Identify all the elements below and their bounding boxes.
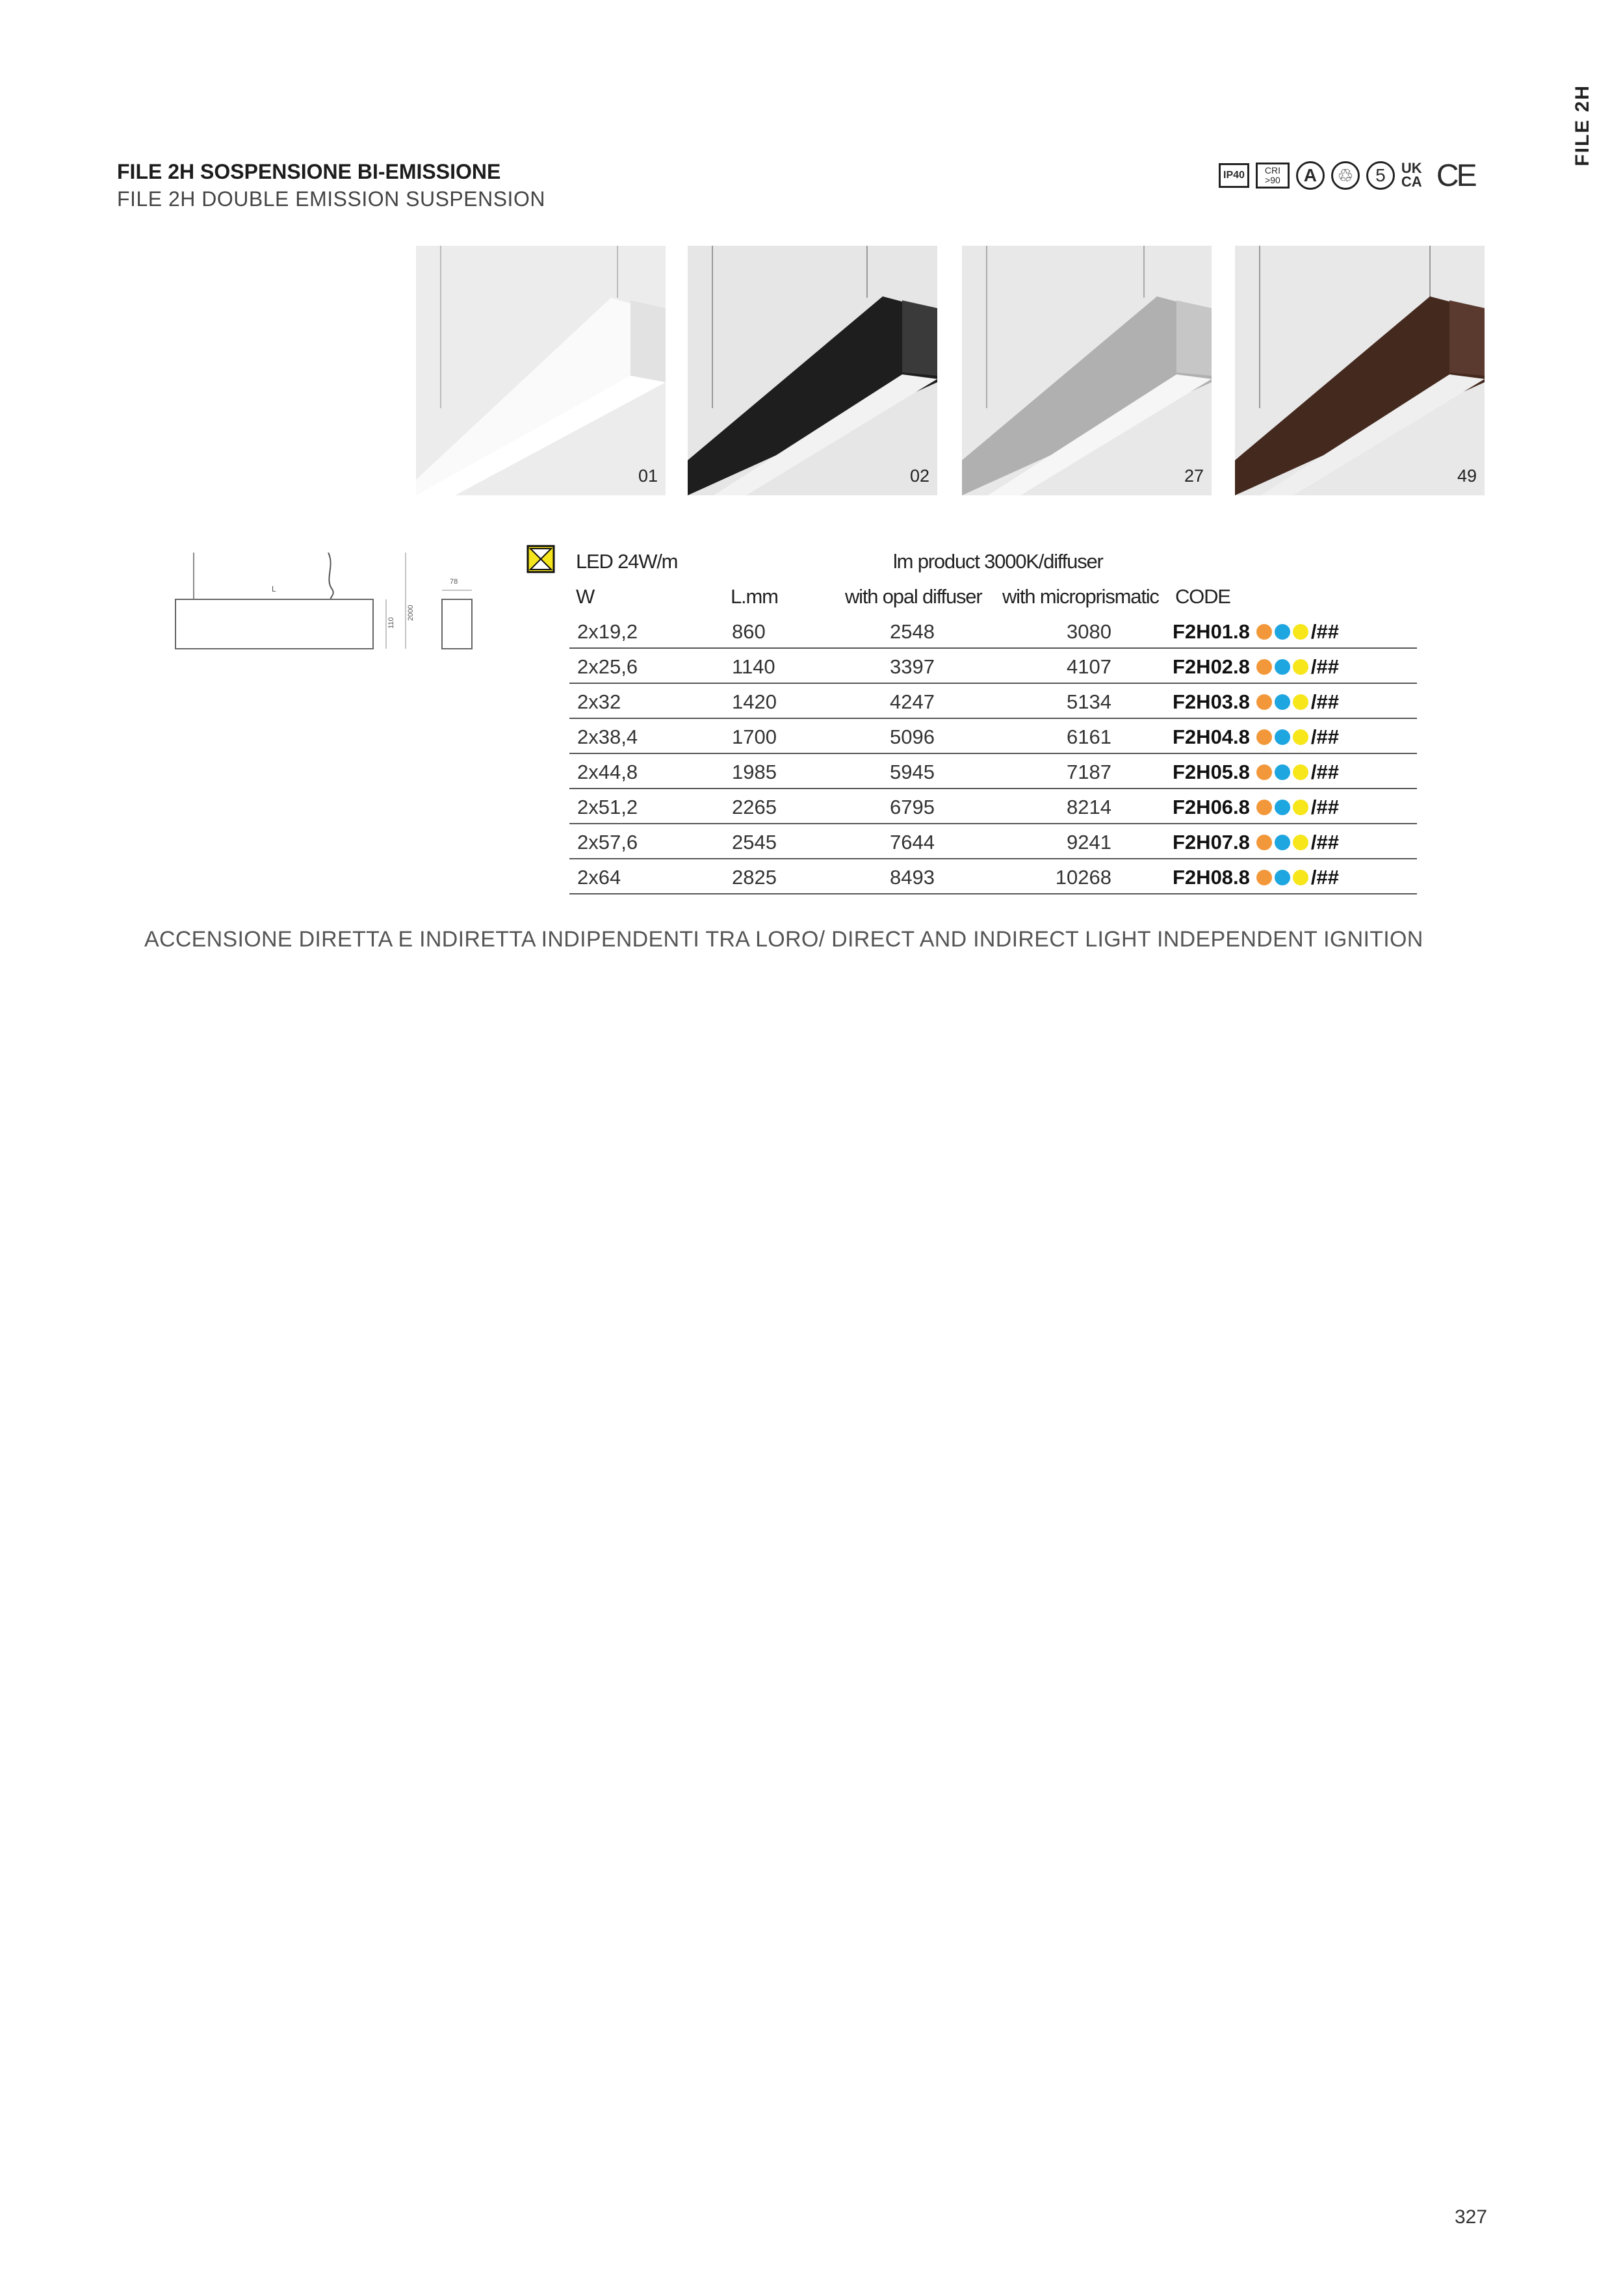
section-tab: FILE 2H [1572,85,1593,166]
cell-lm-opal: 4247 [890,690,935,713]
col-header-opal: with opal diffuser [845,585,982,608]
led-module-icon [526,545,555,573]
cell-length: 2825 [732,866,777,889]
ip40-icon: IP40 [1219,163,1249,188]
yellow-dot-icon [1293,624,1308,640]
cell-code [1173,655,1339,679]
cell-lm-opal: 2548 [890,620,935,643]
table-row [569,684,1417,719]
code-suffix: /## [1310,620,1340,643]
cell-code [1173,831,1339,854]
blue-dot-icon [1275,835,1290,850]
finish-photo-02 [688,246,937,495]
code-suffix: /## [1310,690,1340,713]
yellow-dot-icon [1293,659,1308,675]
cell-code [1173,690,1339,714]
cell-code [1173,866,1339,889]
product-code: F2H06.8 [1173,796,1250,818]
dim-length-label: L [272,584,276,594]
product-code: F2H05.8 [1173,761,1250,783]
cell-watt: 2x57,6 [577,831,638,854]
finish-photo-27-image [962,246,1212,495]
cell-lm-opal: 5945 [890,761,935,783]
yellow-dot-icon [1293,800,1308,815]
ukca-mark-icon [1401,162,1430,189]
col-header-microprismatic: with microprismatic [1002,585,1159,608]
cell-lm-opal: 8493 [890,866,935,889]
orange-dot-icon [1256,729,1272,745]
cell-watt: 2x25,6 [577,655,638,678]
cri-value: >90 [1265,175,1280,185]
blue-dot-icon [1275,729,1290,745]
cell-lm-microprismatic: 4107 [1067,655,1111,678]
cell-watt: 2x38,4 [577,725,638,748]
finish-photo-49 [1235,246,1485,495]
warranty-5-icon: 5 [1366,161,1395,190]
yellow-dot-icon [1293,835,1308,850]
certification-icons [1219,157,1475,194]
cell-length: 2545 [732,831,777,854]
cell-lm-microprismatic: 3080 [1067,620,1111,643]
product-code: F2H03.8 [1173,690,1250,713]
cell-lm-opal: 6795 [890,796,935,818]
finish-code-02: 02 [909,466,929,486]
table-row [569,789,1417,824]
code-suffix: /## [1310,725,1340,748]
finish-code-01: 01 [638,466,658,486]
page-number: 327 [1455,2206,1488,2228]
cell-lm-opal: 7644 [890,831,935,854]
energy-class-a-icon: A [1296,161,1325,190]
finish-photo-01-image [416,246,666,495]
cell-watt: 2x64 [577,866,621,889]
orange-dot-icon [1256,764,1272,780]
cell-code [1173,620,1339,644]
finish-code-49: 49 [1457,466,1477,486]
cell-lm-microprismatic: 8214 [1067,796,1111,818]
finish-photo-49-image [1235,246,1485,495]
led-module-icon-svg [526,545,555,573]
blue-dot-icon [1275,870,1290,885]
orange-dot-icon [1256,694,1272,710]
table-row [569,649,1417,684]
col-header-length: L.mm [731,585,778,608]
product-code: F2H08.8 [1173,866,1250,889]
dim-width-label: 78 [450,578,458,586]
table-row [569,824,1417,859]
cell-lm-opal: 5096 [890,725,935,748]
finish-photo-27 [962,246,1212,495]
dim-cable-label: 2000 [407,605,415,621]
cell-lm-microprismatic: 7187 [1067,761,1111,783]
cell-length: 1985 [732,761,777,783]
cell-lm-opal: 3397 [890,655,935,678]
cell-length: 860 [732,620,766,643]
cell-lm-microprismatic: 9241 [1067,831,1111,854]
blue-dot-icon [1275,800,1290,815]
orange-dot-icon [1256,624,1272,640]
table-led-power: LED 24W/m [576,550,678,573]
yellow-dot-icon [1293,870,1308,885]
ignition-note: ACCENSIONE DIRETTA E INDIRETTA INDIPENDENTI TRA LORO/ DIRECT AND INDIRECT LIGHT INDEPENDENT IGNITION [144,927,1423,952]
cell-lm-microprismatic: 5134 [1067,690,1111,713]
cri-icon [1256,163,1290,189]
code-suffix: /## [1310,866,1340,889]
table-row [569,754,1417,789]
ukca-line-1: UK [1401,160,1422,177]
cell-watt: 2x19,2 [577,620,638,643]
blue-dot-icon [1275,764,1290,780]
product-title-english: FILE 2H DOUBLE EMISSION SUSPENSION [117,187,545,211]
yellow-dot-icon [1293,764,1308,780]
recycle-icon: ♲ [1331,161,1360,190]
table-row [569,614,1417,649]
code-suffix: /## [1310,796,1340,818]
orange-dot-icon [1256,659,1272,675]
col-header-w: W [576,585,595,608]
blue-dot-icon [1275,659,1290,675]
code-suffix: /## [1310,761,1340,783]
orange-dot-icon [1256,870,1272,885]
cell-code [1173,725,1339,749]
cri-label: CRI [1264,164,1280,176]
col-header-code: CODE [1175,585,1230,608]
cell-length: 2265 [732,796,777,818]
orange-dot-icon [1256,835,1272,850]
code-suffix: /## [1310,831,1340,854]
cell-code [1173,761,1339,784]
product-code: F2H07.8 [1173,831,1250,854]
finish-code-27: 27 [1184,466,1204,486]
finish-photo-02-image [688,246,937,495]
cell-watt: 2x32 [577,690,621,713]
yellow-dot-icon [1293,729,1308,745]
dim-height-label: 110 [387,617,395,629]
cell-watt: 2x44,8 [577,761,638,783]
product-code: F2H02.8 [1173,655,1250,678]
orange-dot-icon [1256,800,1272,815]
blue-dot-icon [1275,624,1290,640]
product-code: F2H01.8 [1173,620,1250,643]
table-row [569,719,1417,754]
cell-length: 1700 [732,725,777,748]
product-title-italian: FILE 2H SOSPENSIONE BI-EMISSIONE [117,160,501,183]
yellow-dot-icon [1293,694,1308,710]
ukca-line-2: CA [1401,174,1422,190]
cell-length: 1420 [732,690,777,713]
table-row [569,859,1417,894]
finish-photo-01 [416,246,666,495]
cell-length: 1140 [732,655,775,678]
ce-mark-icon: CE [1436,158,1475,193]
blue-dot-icon [1275,694,1290,710]
product-code: F2H04.8 [1173,725,1250,748]
technical-drawing-svg [169,553,481,657]
code-suffix: /## [1310,655,1340,678]
cell-lm-microprismatic: 6161 [1067,725,1111,748]
cell-lm-microprismatic: 10268 [1055,866,1111,889]
cell-watt: 2x51,2 [577,796,638,818]
table-lm-header: lm product 3000K/diffuser [893,550,1103,573]
cell-code [1173,796,1339,819]
technical-drawing [169,553,481,657]
